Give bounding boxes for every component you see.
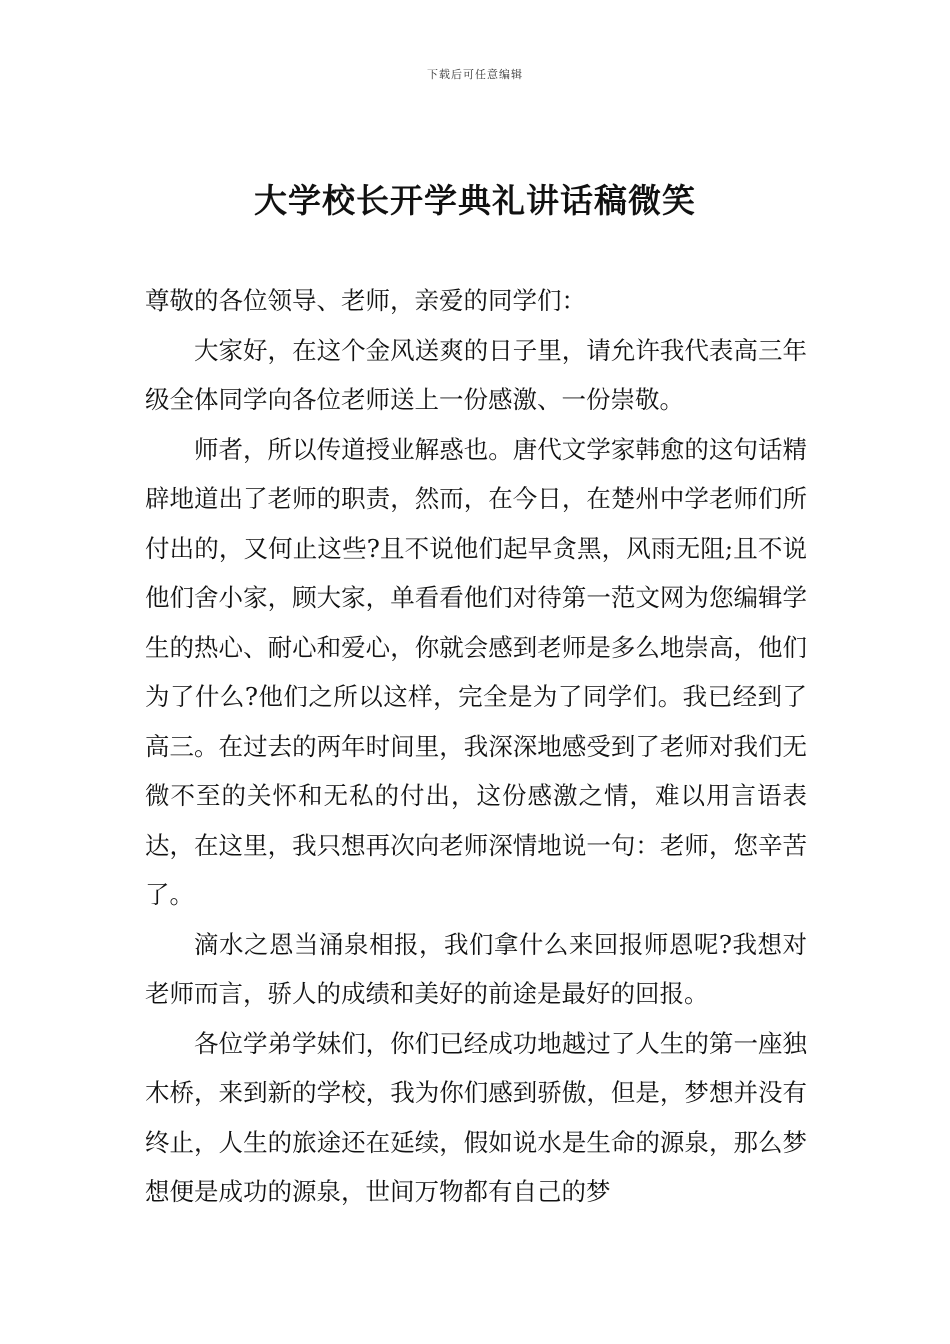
paragraph-3: 滴水之恩当涌泉相报，我们拿什么来回报师恩呢?我想对老师而言，骄人的成绩和美好的前途是最好的回报。 xyxy=(145,929,807,1008)
document-body xyxy=(145,276,807,1217)
paragraph-1: 大家好，在这个金风送爽的日子里，请允许我代表高三年级全体同学向各位老师送上一份感激、一份崇敬。 xyxy=(145,335,807,414)
salutation: 尊敬的各位领导、老师，亲爱的同学们： xyxy=(145,286,586,315)
document-title: 大学校长开学典礼讲话稿微笑 xyxy=(254,181,696,220)
paragraph-4: 各位学弟学妹们，你们已经成功地越过了人生的第一座独木桥，来到新的学校，我为你们感到骄傲，但是，梦想并没有终止，人生的旅途还在延续，假如说水是生命的源泉，那么梦想便是成功的源泉，世间万物都有自己的梦 xyxy=(145,1028,807,1206)
paragraph-2: 师者，所以传道授业解惑也。唐代文学家韩愈的这句话精辟地道出了老师的职责，然而，在今日，在楚州中学老师们所付出的，又何止这些?且不说他们起早贪黑，风雨无阻;且不说他们舍小家，顾大家，单看看他们对待第一范文网为您编辑学生的热心、耐心和爱心，你就会感到老师是多么地崇高，他们为了什么?他们之所以这样，完全是为了同学们。我已经到了高三。在过去的两年时间里，我深深地感受到了老师对我们无微不至的关怀和无私的付出，这份感激之情，难以用言语表达，在这里，我只想再次向老师深情地说一句：老师，您辛苦了。 xyxy=(145,434,807,909)
page-header-note: 下载后可任意编辑 xyxy=(427,68,523,81)
